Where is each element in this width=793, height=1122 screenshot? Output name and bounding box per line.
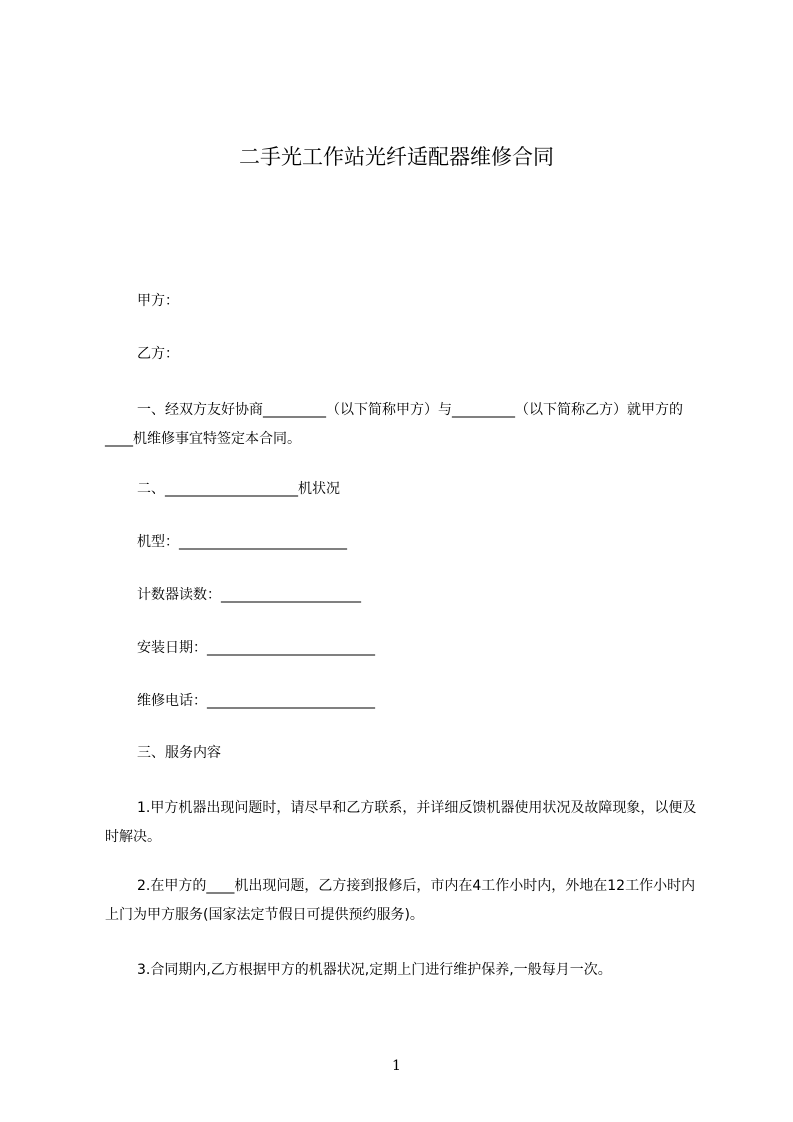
field-model: 机型：________________________ (137, 534, 347, 550)
party-b-label: 乙方： (137, 346, 179, 362)
section-three-heading: 三、服务内容 (137, 745, 221, 761)
section-two-heading: 二、___________________机状况 (137, 481, 340, 497)
field-counter-reading: 计数器读数：____________________ (137, 587, 361, 603)
document-title: 二手光工作站光纤适配器维修合同 (239, 145, 554, 169)
service-item-2 (105, 872, 705, 930)
clause-one (105, 396, 705, 454)
service-item-1 (105, 794, 705, 852)
service-item-3-text: 3.合同期内,乙方根据甲方的机器状况,定期上门进行维护保养,一般每月一次。 (137, 962, 612, 978)
field-install-date: 安装日期：________________________ (137, 640, 375, 656)
party-a-label: 甲方： (137, 293, 179, 309)
page-number: 1 (392, 1058, 401, 1074)
service-item-3 (105, 956, 705, 985)
clause-one-text: 一、经双方友好协商_________（以下简称甲方）与_________（以下简称乙方）就甲方的____机维修事宜特签定本合同。 (105, 402, 683, 447)
field-repair-phone: 维修电话：________________________ (137, 693, 375, 709)
service-item-1-text: 1.甲方机器出现问题时，请尽早和乙方联系，并详细反馈机器使用状况及故障现象，以便及时解决。 (105, 800, 697, 845)
service-item-2-text: 2.在甲方的____机出现问题，乙方接到报修后，市内在4工作小时内，外地在12工作小时内上门为甲方服务(国家法定节假日可提供预约服务)。 (105, 878, 696, 923)
